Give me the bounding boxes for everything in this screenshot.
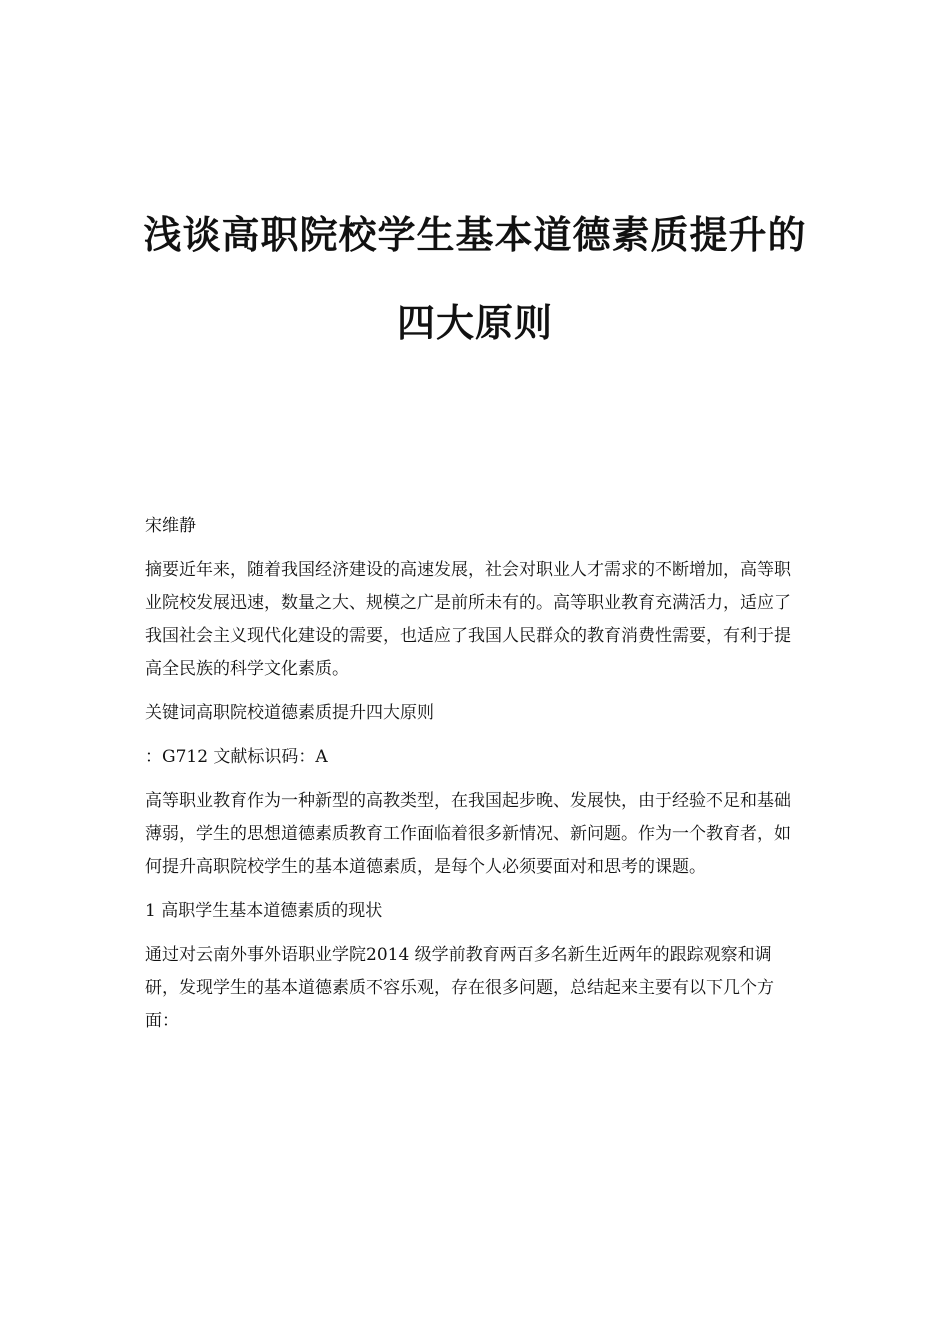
- section-1-paragraph: 通过对云南外事外语职业学院2014 级学前教育两百多名新生近两年的跟踪观察和调研，发现学生的基本道德素质不容乐观，存在很多问题，总结起来主要有以下几个方面：: [145, 945, 774, 1031]
- section-1-heading: 1 高职学生基本道德素质的现状: [145, 901, 383, 921]
- author-name: 宋维静: [145, 516, 196, 536]
- paper-body: [145, 510, 805, 1038]
- paper-title-line-1: 浅谈高职院校学生基本道德素质提升的: [143, 212, 807, 257]
- paper-title-line-2: 四大原则: [396, 300, 553, 345]
- intro-paragraph: 高等职业教育作为一种新型的高教类型，在我国起步晚、发展快，由于经验不足和基础薄弱，学生的思想道德素质教育工作面临着很多新情况、新问题。作为一个教育者，如何提升高职院校学生的基本道德素质，是每个人必须要面对和思考的课题。: [145, 791, 791, 877]
- abstract-paragraph: 摘要近年来，随着我国经济建设的高速发展，社会对职业人才需求的不断增加，高等职业院校发展迅速，数量之大、规模之广是前所未有的。高等职业教育充满活力，适应了我国社会主义现代化建设的需要，也适应了我国人民群众的教育消费性需要，有利于提高全民族的科学文化素质。: [145, 560, 791, 679]
- keywords-line: 关键词高职院校道德素质提升四大原则: [145, 703, 434, 723]
- classification-line: ：G712 文献标识码：A: [145, 747, 328, 767]
